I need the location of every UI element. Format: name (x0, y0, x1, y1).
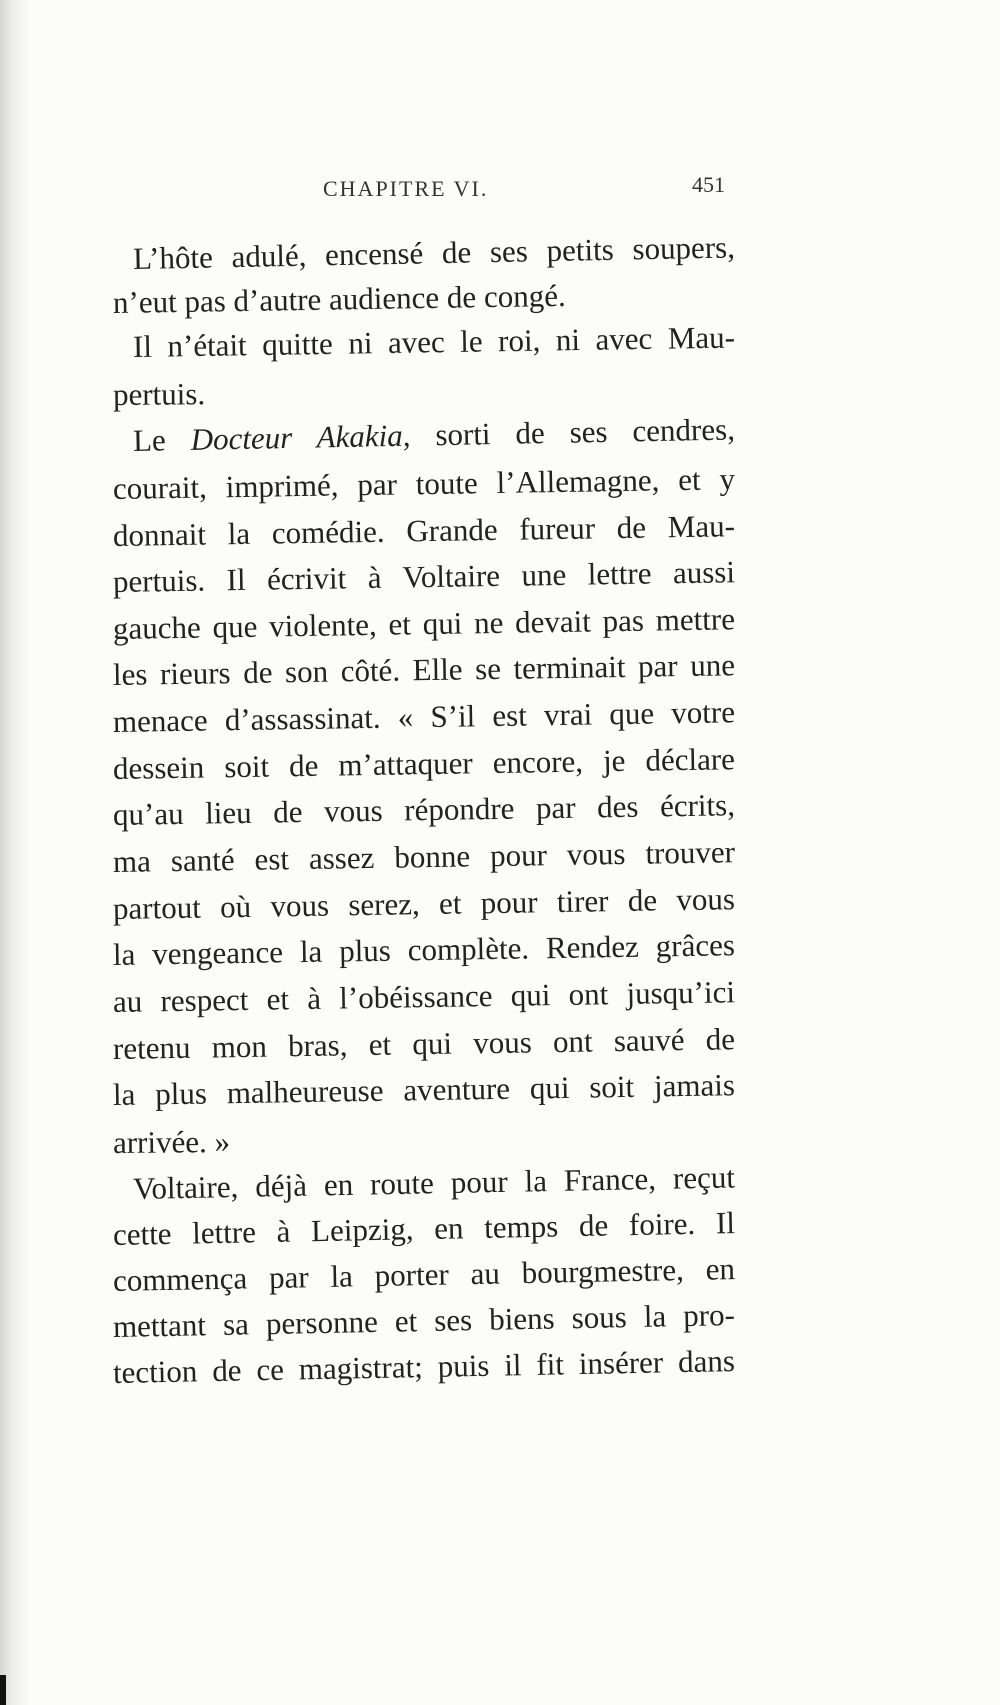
text-line: pertuis. (112, 376, 206, 412)
page-number: 451 (692, 172, 725, 197)
text-line: courait, imprimé, par toute l’Allemagne, et y (112, 461, 736, 506)
text-line: arrivée. » (112, 1123, 231, 1160)
page-header (0, 172, 1000, 216)
text-line: la vengeance la plus complète. Rendez grâces (112, 927, 736, 972)
text-line: commença par la porter au bourgmestre, en (112, 1251, 736, 1298)
text-line: n’eut pas d’autre audience de congé. (112, 277, 566, 320)
text-line: les rieurs de son côté. Elle se terminait par une (112, 647, 736, 692)
text-line: ma santé est assez bonne pour vous trouver (112, 834, 736, 879)
text-line: mettant sa personne et ses biens sous la pro- (112, 1297, 736, 1344)
text-line: Il n’était quitte ni avec le roi, ni avec Mau- (132, 319, 736, 364)
text-segment: Le (132, 421, 191, 458)
text-line: partout où vous serez, et pour tirer de vous (112, 881, 736, 926)
text-line: cette lettre à Leipzig, en temps de foire. Il (112, 1205, 736, 1252)
text-line: tection de ce magistrat; puis il fit insérer dans (112, 1343, 736, 1390)
italic-title: Docteur Akakia, (190, 417, 411, 457)
running-title: CHAPITRE VI. (323, 176, 489, 201)
text-line: menace d’assassinat. « S’il est vrai que votre (112, 694, 736, 739)
scan-page-edge (0, 0, 30, 1705)
text-line: Voltaire, déjà en route pour la France, reçut (132, 1159, 736, 1206)
text-line: gauche que violente, et qui ne devait pas mettre (112, 601, 736, 646)
text-line: pertuis. Il écrivit à Voltaire une lettre aussi (112, 554, 736, 599)
text-line: retenu mon bras, et qui vous ont sauvé de (112, 1021, 736, 1066)
text-line: la plus malheureuse aventure qui soit jamais (112, 1067, 736, 1112)
text-line: au respect et à l’obéissance qui ont jusqu’ici (112, 974, 736, 1019)
scan-corner-mark (0, 1675, 6, 1705)
text-line: dessein soit de m’attaquer encore, je déclare (112, 741, 736, 786)
text-line: L’hôte adulé, encensé de ses petits soupers, (132, 229, 736, 276)
text-line: donnait la comédie. Grande fureur de Mau- (112, 508, 736, 553)
text-line: qu’au lieu de vous répondre par des écrits, (112, 787, 736, 832)
text-segment: sorti de ses cendres, (410, 411, 736, 453)
